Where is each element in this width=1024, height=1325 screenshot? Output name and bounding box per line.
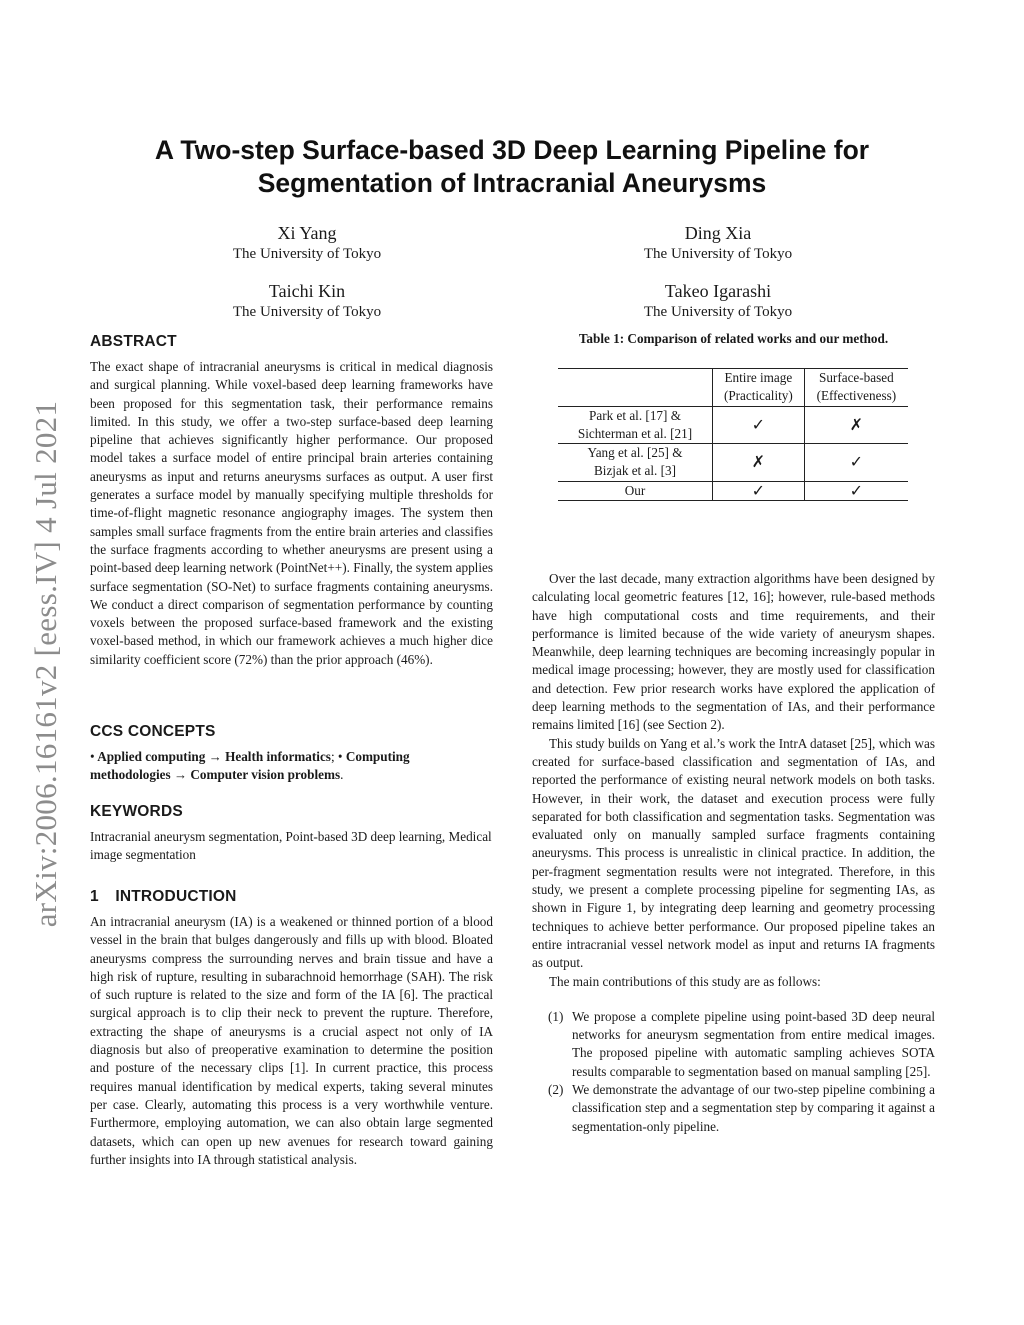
table-cell bbox=[558, 444, 713, 482]
intro-continued bbox=[532, 570, 935, 1136]
period: . bbox=[340, 767, 344, 783]
paper-title bbox=[90, 134, 934, 200]
author-name: Takeo Igarashi bbox=[664, 281, 772, 301]
author-block bbox=[568, 280, 868, 322]
intro-paragraph-3: This study builds on Yang et al.’s work the IntrA dataset [25], which was created for surface-based classification and segmentation of IAs, and reported the performance of existing neural network models on both tasks. However, in their work, the dataset and execution process were fully separated for both classification and segmentation tasks. Segmentation was evaluated only on manually sampled surface fragments containing aneurysms. This process is unrealistic in clinical practice. In addition, the per-fragment segmentation results were not integrated. Therefore, in this study, we present a complete processing pipeline for segmenting IAs, as shown in Figure 1, by integrating deep learning and geometry processing techniques to achieve better performance. Our proposed pipeline takes an entire intracranial vessel network model as input and returns IA fragments as output. bbox=[532, 735, 935, 971]
comparison-table bbox=[558, 368, 908, 501]
bullet: • bbox=[90, 749, 95, 764]
list-number: (1) bbox=[548, 1008, 564, 1024]
arxiv-watermark-text: arXiv:2006.16161v2 [eess.IV] 4 Jul 2021 bbox=[28, 400, 63, 928]
table-cell-text: Bizjak et al. [3] bbox=[593, 463, 677, 479]
author-affiliation: The University of Tokyo bbox=[643, 246, 793, 262]
introduction-section bbox=[90, 888, 493, 1169]
ccs-item: Health informatics bbox=[225, 749, 331, 764]
ccs-section bbox=[90, 723, 493, 785]
cross-icon: ✗ bbox=[804, 406, 908, 444]
keywords-section bbox=[90, 803, 493, 865]
arrow-icon: → bbox=[173, 767, 188, 783]
list-text: We demonstrate the advantage of our two-step pipeline combining a classification step and a segmentation step by comparing it against a segmentation-only pipeline. bbox=[572, 1082, 935, 1134]
table-header-text: Entire image bbox=[724, 370, 793, 385]
cross-icon: ✗ bbox=[713, 444, 805, 482]
contributions-list bbox=[532, 1008, 935, 1136]
ccs-heading: CCS CONCEPTS bbox=[90, 723, 216, 740]
author-affiliation: The University of Tokyo bbox=[643, 304, 793, 320]
ccs-item: Computing methodologies bbox=[90, 749, 410, 783]
keywords-text: Intracranial aneurysm segmentation, Point-based 3D deep learning, Medical image segmentation bbox=[90, 829, 492, 863]
abstract-section bbox=[90, 333, 493, 669]
table-cell-text: Our bbox=[624, 482, 646, 498]
author-affiliation: The University of Tokyo bbox=[232, 304, 382, 320]
table-cell-text: Sichterman et al. [21] bbox=[577, 425, 693, 441]
table-row bbox=[558, 406, 908, 444]
check-icon: ✓ bbox=[713, 406, 805, 444]
section-number: 1 bbox=[90, 888, 99, 905]
intro-heading bbox=[90, 888, 493, 906]
intro-paragraph-4: The main contributions of this study are as follows: bbox=[549, 973, 821, 989]
author-affiliation: The University of Tokyo bbox=[232, 246, 382, 262]
author-block bbox=[157, 280, 457, 322]
table-caption: Table 1: Comparison of related works and our method. bbox=[578, 331, 889, 346]
table-row bbox=[558, 444, 908, 482]
ccs-concepts bbox=[90, 748, 493, 785]
table-header-text: Surface-based bbox=[819, 370, 894, 385]
abstract-heading: ABSTRACT bbox=[90, 333, 177, 350]
author-name: Taichi Kin bbox=[268, 281, 346, 301]
ccs-item: Computer vision problems bbox=[190, 767, 341, 783]
intro-paragraph-1: An intracranial aneurysm (IA) is a weakened or thinned portion of a blood vessel in the brain that bulges dangerously and fills up with blood. Bloated aneurysms compress the surrounding nerves and brain tissue and have a high risk of rupture, resulting in subarachnoid hemorrhage (SAH). The risk of such rupture is related to the size and form of the IA [6]. The practical surgical approach is to clip their neck to prevent the rupture. Therefore, extracting the shape of aneurysms is a crucial aspect not only of IA diagnosis but also of preoperative examination to determine the position and posture of the necessary clips [1]. In current practice, this process requires manual identification by medical experts, taking several minutes per case. Clearly, automating this process is a very worthwhile venture. Furthermore, employing automation, we can also obtain large segmented datasets, which can open up new avenues for research toward gaining further insights into IA through statistical analysis. bbox=[90, 914, 493, 1167]
arrow-icon: → bbox=[208, 749, 222, 764]
check-icon: ✓ bbox=[804, 481, 908, 500]
section-title: INTRODUCTION bbox=[115, 888, 237, 905]
list-text: We propose a complete pipeline using point-based 3D deep neural networks for aneurysm segmentation from entire medical images. The proposed pipeline with automatic sampling achieves SOTA results comparable to segmentation based on manual sampling [25]. bbox=[572, 1008, 935, 1079]
table-header-cell bbox=[804, 369, 908, 407]
author-block bbox=[568, 222, 868, 264]
table-row bbox=[558, 481, 908, 500]
bullet: • bbox=[337, 749, 343, 764]
arxiv-watermark bbox=[28, 378, 63, 950]
separator: ; bbox=[330, 749, 335, 764]
list-item bbox=[532, 1008, 935, 1081]
title-line-2: Segmentation of Intracranial Aneurysms bbox=[257, 168, 767, 198]
intro-paragraph-2: Over the last decade, many extraction algorithms have been designed by calculating local geometric features [12, 16]; however, rule-based methods have high computational costs and time requirements, and their performance is limited because of the wide variety of aneurysm shapes. Meanwhile, deep learning techniques are becoming increasingly popular in medical image processing; however, they are mostly used for classification and detection. Few prior research works have explored the application of deep learning methods to the segmentation of IAs, and their performance remains limited [16] (see Section 2). bbox=[532, 571, 935, 733]
table-cell bbox=[558, 406, 713, 444]
author-name: Xi Yang bbox=[277, 223, 337, 243]
title-line-1: A Two-step Surface-based 3D Deep Learning Pipeline for bbox=[154, 135, 870, 165]
table-cell-text: Park et al. [17] & bbox=[589, 407, 681, 423]
table-header-cell bbox=[558, 369, 713, 407]
table-cell-text: Yang et al. [25] & bbox=[587, 445, 683, 461]
table-header-text: (Practicality) bbox=[723, 388, 793, 404]
abstract-text: The exact shape of intracranial aneurysms is critical in medical diagnosis and surgical planning. While voxel-based deep learning frameworks have been proposed for this segmentation task, their performance remains limited. In this study, we offer a two-step surface-based deep learning pipeline that achieves significantly higher performance. Our proposed model takes a surface model of entire principal brain arteries containing aneurysms as input and returns aneurysms surfaces as output. A user first generates a surface model by manually specifying multiple thresholds for time-of-flight magnetic resonance angiography images. The system then samples small surface fragments from the entire brain arteries and classifies the surface fragments according to whether aneurysms are present using a point-based deep learning network (PointNet++). Finally, the system applies surface segmentation (SO-Net) to surface fragments containing aneurysms. We conduct a direct comparison of segmentation performance by counting voxels between the proposed surface-based framework and the existing voxel-based method, in which our framework achieves a much higher dice similarity coefficient score (72%) than the prior approach (46%). bbox=[90, 359, 493, 667]
ccs-item: Applied computing bbox=[97, 749, 206, 764]
check-icon: ✓ bbox=[804, 444, 908, 482]
author-name: Ding Xia bbox=[684, 223, 752, 243]
author-block bbox=[157, 222, 457, 264]
table-header-cell bbox=[713, 369, 805, 407]
table-header-row bbox=[558, 369, 908, 407]
check-icon: ✓ bbox=[713, 481, 805, 500]
table-cell bbox=[558, 481, 713, 500]
keywords-heading: KEYWORDS bbox=[90, 803, 183, 820]
table-header-text: (Effectiveness) bbox=[816, 388, 897, 404]
list-item bbox=[532, 1081, 935, 1136]
list-number: (2) bbox=[548, 1082, 564, 1098]
